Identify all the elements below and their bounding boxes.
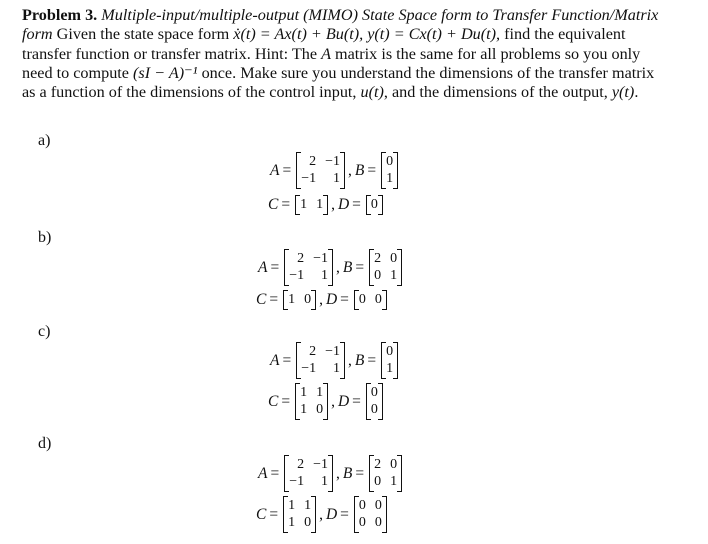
equals-sign: = [367,351,377,369]
symbol-c: C [268,392,279,410]
symbol-b: B [354,161,365,179]
comma: , [319,505,323,523]
comma: , [336,258,340,276]
matrix-entry: 0 [386,154,394,169]
equals-sign: = [352,392,361,410]
matrix-entry: 0 [370,402,378,417]
statement-text-1: Given the state space form [56,25,234,44]
symbol-c: C [268,196,279,213]
matrix-entry: 0 [374,292,382,307]
matrix-entry: 2 [309,344,317,359]
part-c-matrix-d [366,384,383,419]
part-b-matrix-b [369,250,402,285]
statement-text-2: find the equivalent transfer function or transfer matrix. Hint: The [22,25,626,63]
problem-form-title: Multiple-input/multiple-output (MIMO) State Space form to Transfer Function/Matrix form [22,6,659,44]
part-b-matrix-a [284,250,333,285]
part-b-ab-line [258,250,404,285]
matrix-entry: 1 [288,292,296,307]
matrix-entry: −1 [289,268,305,283]
matrix-entry: 1 [304,498,312,513]
part-d-matrix-a [284,456,333,491]
part-c-cd-line [268,384,385,419]
matrix-entry: 1 [386,171,394,186]
symbol-b: B [354,351,365,369]
matrix-entry: 0 [370,385,378,400]
equals-sign: = [270,464,280,482]
equals-sign: = [270,258,280,276]
part-b-matrix-c [283,291,316,309]
matrix-entry: 1 [390,474,398,489]
matrix-entry: 0 [316,402,324,417]
matrix-entry: 2 [374,251,382,266]
equals-sign: = [352,196,361,213]
equals-sign: = [282,351,292,369]
comma: , [336,464,340,482]
comma: , [319,291,323,308]
matrix-entry: 0 [374,474,382,489]
matrix-entry: 1 [333,171,341,186]
equals-sign: = [355,464,365,482]
comma: , [331,392,335,410]
matrix-entry: −1 [325,344,341,359]
equals-sign: = [269,505,279,523]
problem-statement [22,6,662,102]
part-c-matrix-c [295,384,328,419]
matrix-entry: 2 [297,251,305,266]
matrix-entry: 0 [358,498,366,513]
part-d-cd-line [256,497,389,532]
symbol-b: B [342,464,353,482]
part-b-matrix-d [354,291,387,309]
symbol-d: D [325,505,338,523]
equals-sign: = [340,505,349,523]
equals-sign: = [340,291,349,308]
matrix-entry: 0 [374,515,382,530]
statement-text-5: , and the dimensions of the output, [383,83,612,102]
statement-text-4: once. Make sure you understand the dimensions of the transfer matrix as a function of the dimensions of the control input, [22,63,655,102]
matrix-entry: 1 [386,361,394,376]
symbol-a: A [258,464,268,482]
matrix-entry: 1 [300,197,308,212]
part-b-cd-line [256,291,389,309]
comma: , [348,161,352,179]
symbol-d: D [337,196,350,213]
symbol-c: C [256,505,267,523]
matrix-entry: 1 [288,515,296,530]
part-a-matrix-a [296,153,345,188]
equals-sign: = [281,196,291,213]
state-space-equations: ẋ(t) = Ax(t) + Bu(t), y(t) = Cx(t) + Du(t), [233,25,501,44]
matrix-entry: 1 [321,268,329,283]
part-c-matrix-b [381,343,398,378]
part-d-label: d) [38,435,52,452]
statement-text-6: . [634,83,639,102]
matrix-entry: −1 [301,361,317,376]
matrix-entry: 0 [386,344,394,359]
matrix-entry: 0 [304,515,312,530]
matrix-entry: −1 [289,474,305,489]
equals-sign: = [269,291,279,308]
matrix-entry: 0 [358,515,366,530]
part-d-matrix-c [283,497,316,532]
matrix-entry: 1 [288,498,296,513]
matrix-entry: 1 [316,197,324,212]
part-b-label: b) [38,229,52,246]
part-d-matrix-b [369,456,402,491]
part-c-matrix-a [296,343,345,378]
part-c-ab-line [270,343,400,378]
control-input-expression: u(t) [360,83,384,102]
part-a-matrix-b [381,153,398,188]
symbol-c: C [256,291,267,308]
matrix-entry: 0 [304,292,312,307]
matrix-entry: −1 [313,457,329,472]
problem-label: Problem 3. [22,6,98,24]
symbol-a: A [270,161,280,179]
matrix-entry: 0 [374,268,382,283]
matrix-entry: −1 [313,251,329,266]
comma: , [348,351,352,369]
symbol-d: D [337,392,350,410]
matrix-entry: 2 [309,154,317,169]
a-symbol: A [321,44,331,63]
matrix-entry: 1 [300,402,308,417]
matrix-entry: 2 [297,457,305,472]
inverse-expression: (sI − A)⁻¹ [133,63,198,82]
matrix-entry: −1 [301,171,317,186]
part-a-ab-line [270,153,400,188]
matrix-entry: 0 [374,498,382,513]
symbol-b: B [342,258,353,276]
matrix-entry: 1 [300,385,308,400]
symbol-d: D [325,291,338,308]
matrix-entry: 0 [390,457,398,472]
equals-sign: = [281,392,291,410]
matrix-entry: −1 [325,154,341,169]
symbol-a: A [270,351,280,369]
statement-text-3: matrix is the same for all problems so you only need to compute [22,44,641,82]
matrix-entry: 0 [370,197,378,212]
part-a-label: a) [38,132,51,149]
equals-sign: = [367,161,377,179]
matrix-entry: 0 [390,251,398,266]
matrix-entry: 1 [321,474,329,489]
matrix-entry: 1 [390,268,398,283]
matrix-entry: 2 [374,457,382,472]
part-a-matrix-d [366,196,383,214]
equals-sign: = [282,161,292,179]
comma: , [331,196,335,213]
part-c-label: c) [38,323,51,340]
part-d-ab-line [258,456,404,491]
equals-sign: = [355,258,365,276]
matrix-entry: 1 [316,385,324,400]
part-a-cd-line [268,196,385,214]
part-d-matrix-d [354,497,387,532]
part-a-matrix-c [295,196,328,214]
matrix-entry: 1 [333,361,341,376]
output-expression: y(t) [611,83,635,102]
symbol-a: A [258,258,268,276]
matrix-entry: 0 [358,292,366,307]
